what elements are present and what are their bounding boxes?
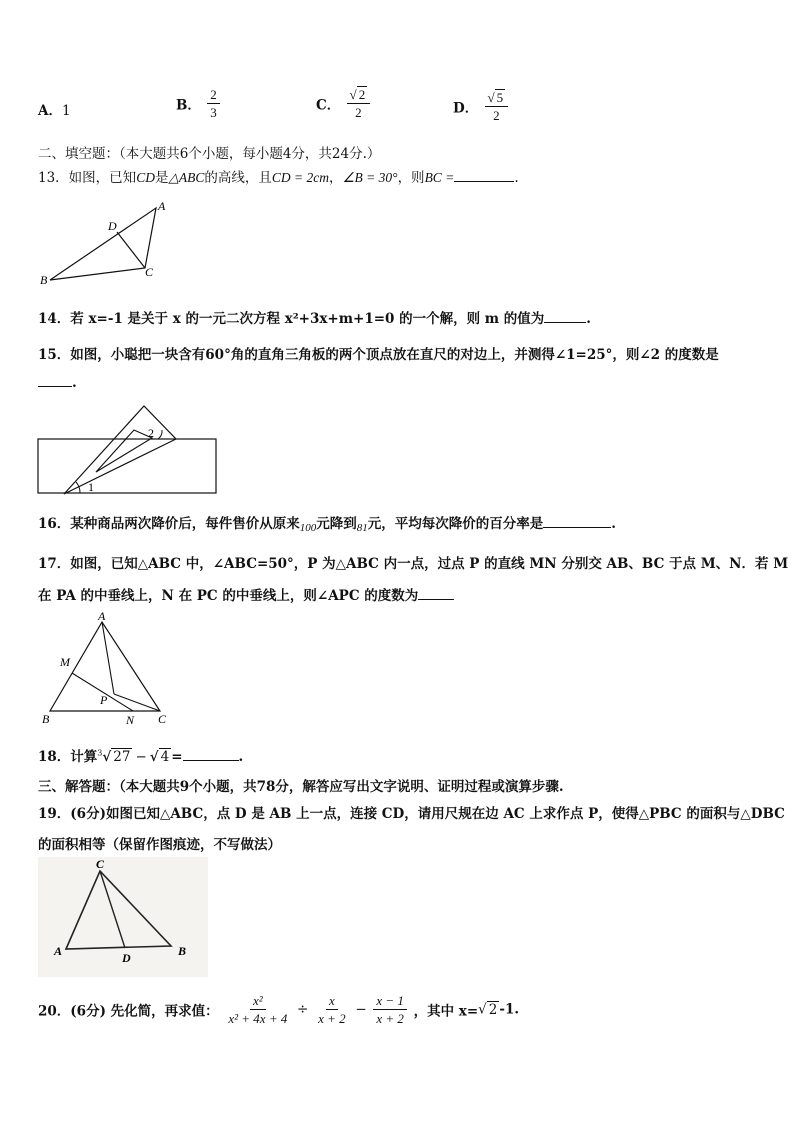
q16-mid: 元降到 — [316, 516, 357, 532]
question-13 — [38, 166, 519, 186]
section3-heading: 三、解答题：（本大题共9个小题，共78分，解答应写出文字说明、证明过程或演算步骤. — [38, 779, 564, 795]
option-c-label: C． — [316, 97, 341, 114]
q17-label-n: N — [126, 713, 135, 726]
q18-answer-blank[interactable] — [183, 760, 239, 761]
q20-minus: − — [355, 1001, 367, 1018]
q13-answer-blank[interactable] — [454, 181, 514, 182]
q13-label-a: A — [158, 199, 166, 213]
q16-post: 元，平均每次降价的百分率是 — [367, 516, 544, 532]
q17-label-b: B — [42, 712, 50, 726]
option-d-fraction — [485, 89, 509, 124]
q17-answer-blank[interactable] — [418, 599, 454, 600]
option-c — [316, 86, 372, 121]
q20-sqrt: √ 2 — [478, 1001, 498, 1018]
q20-f3-numerator: x − 1 — [373, 992, 407, 1010]
q13-mid2: 的高线，且 — [204, 170, 272, 186]
q13-mid4: ，则 — [397, 170, 425, 186]
q20-fraction-3 — [373, 992, 407, 1027]
question-14 — [38, 307, 591, 327]
question-17-line2 — [38, 584, 454, 604]
q18-root-index: 3 — [97, 748, 103, 758]
q18-radicand-2: 4 — [160, 749, 170, 765]
q19-label-d: D — [122, 951, 131, 965]
option-d-label: D． — [453, 100, 479, 117]
q20-radicand: 2 — [488, 1001, 498, 1018]
q15-end: . — [72, 375, 77, 391]
q20-pre: 20．(6分) 先化简，再求值： — [38, 1003, 219, 1020]
q14-text: 14．若 x=-1 是关于 x 的一元二次方程 x²+3x+m+1=0 的一个解，则 m 的值为 — [38, 311, 545, 327]
question-18: 18．计算$^3$√ 27 − √ 4 = . — [38, 748, 244, 765]
q20-f1-denominator: x² + 4x + 4 — [228, 1011, 288, 1026]
section2-heading: 二、填空题：（本大题共6个小题，每小题4分，共24分.） — [38, 146, 381, 162]
q13-eq3: BC = — [424, 170, 455, 185]
q17-line2-text: 在 PA 的中垂线上，N 在 PC 的中垂线上，则∠APC 的度数为 — [38, 588, 419, 604]
option-b-denominator: 3 — [210, 105, 217, 120]
question-19-line2: 的面积相等（保留作图痕迹，不写做法） — [38, 837, 281, 853]
q20-f1-numerator: x² — [250, 992, 266, 1010]
q13-altitude-cd — [117, 232, 145, 268]
q20-divide: ÷ — [297, 1001, 309, 1018]
question-17-line1: 17．如图，已知△ABC 中，∠ABC=50°，P 为△ABC 内一点，过点 P 的直线 MN 分别交 AB、BC 于点 M、N．若 M — [38, 556, 789, 572]
q15-label-2: 2 — [148, 426, 154, 440]
q20-post: ，其中 x= — [413, 1003, 479, 1020]
q19-figure — [38, 857, 208, 977]
q17-label-a: A — [98, 610, 106, 623]
question-19-line1: 19．(6分)如图已知△ABC，点 D 是 AB 上一点，连接 CD，请用尺规在边 AC 上求作点 P，使得△PBC 的面积与△DBC — [38, 806, 785, 822]
option-d-radicand: 5 — [496, 90, 504, 105]
q13-end: . — [514, 170, 519, 186]
q15-angle2-arc — [158, 430, 162, 439]
q13-mid3: ， — [328, 170, 343, 186]
q18-pre: 18．计算 — [38, 749, 98, 765]
q13-triangle: △ABC — [168, 170, 205, 185]
q18-radicand-1: 27 — [113, 749, 131, 765]
option-c-numerator: √ 2 — [347, 86, 371, 104]
q20-fraction-1 — [225, 992, 290, 1027]
option-b — [176, 86, 222, 121]
q16-v1: 100 — [299, 522, 317, 534]
option-a-label: A． — [38, 103, 62, 119]
q15-answer-blank[interactable] — [38, 386, 72, 387]
q19-label-c: C — [96, 857, 105, 871]
q14-end: . — [586, 311, 591, 327]
q15-triangle-outer — [64, 406, 176, 494]
q13-figure — [38, 196, 178, 288]
q18-minus: − — [135, 749, 147, 765]
option-c-radicand: 2 — [358, 87, 366, 102]
q16-pre: 16．某种商品两次降价后，每件售价从原来 — [38, 516, 300, 532]
option-b-numerator: 2 — [207, 86, 220, 104]
q17-label-m: M — [60, 655, 70, 669]
q16-end: . — [611, 516, 616, 532]
option-d-denominator: 2 — [493, 108, 500, 123]
q13-cd: CD — [136, 170, 155, 185]
q16-v2: 81 — [356, 522, 368, 534]
q13-mid1: 是 — [154, 170, 169, 186]
q20-f3-denominator: x + 2 — [376, 1011, 404, 1026]
q13-label-c: C — [145, 265, 154, 279]
q20-tail: -1. — [499, 1001, 520, 1018]
option-d — [453, 89, 510, 124]
q13-triangle-shape — [50, 208, 156, 280]
q16-answer-blank[interactable] — [543, 527, 611, 528]
option-c-denominator: 2 — [355, 105, 362, 120]
q19-label-b: B — [178, 944, 187, 958]
q18-end: . — [238, 749, 244, 765]
option-a — [38, 99, 71, 119]
option-a-value: 1 — [61, 103, 71, 119]
q20-f2-numerator: x — [326, 992, 338, 1010]
q13-pre: 13．如图，已知 — [38, 170, 137, 186]
question-20 — [38, 992, 519, 1027]
q17-figure — [38, 610, 178, 726]
q13-eq2: ∠B = 30° — [342, 170, 398, 185]
question-16 — [38, 512, 616, 534]
q15-label-1: 1 — [88, 480, 94, 494]
option-b-fraction — [207, 86, 220, 121]
q20-fraction-2 — [315, 992, 349, 1027]
option-d-numerator: √ 5 — [485, 89, 509, 107]
question-15-line2 — [38, 375, 77, 391]
q17-label-p: P — [100, 693, 108, 707]
q17-line-ap — [102, 622, 114, 694]
q13-eq1: CD = 2cm — [271, 170, 329, 185]
q18-eq: = — [171, 749, 183, 765]
q14-answer-blank[interactable] — [544, 322, 586, 323]
q15-ruler — [38, 439, 216, 493]
q13-label-b: B — [40, 273, 48, 287]
q19-label-a: A — [54, 944, 63, 958]
q13-label-d: D — [108, 219, 117, 233]
option-b-label: B． — [176, 97, 201, 114]
q17-label-c: C — [158, 712, 167, 726]
q15-figure — [36, 402, 220, 496]
question-15-line1: 15．如图，小聪把一块含有60°角的直角三角板的两个顶点放在直尺的对边上，并测得∠1=25°，则∠2 的度数是 — [38, 347, 719, 363]
q15-triangle-inner — [96, 430, 152, 472]
q17-line-pc — [114, 694, 160, 711]
option-c-fraction — [347, 86, 371, 121]
q20-f2-denominator: x + 2 — [318, 1011, 346, 1026]
